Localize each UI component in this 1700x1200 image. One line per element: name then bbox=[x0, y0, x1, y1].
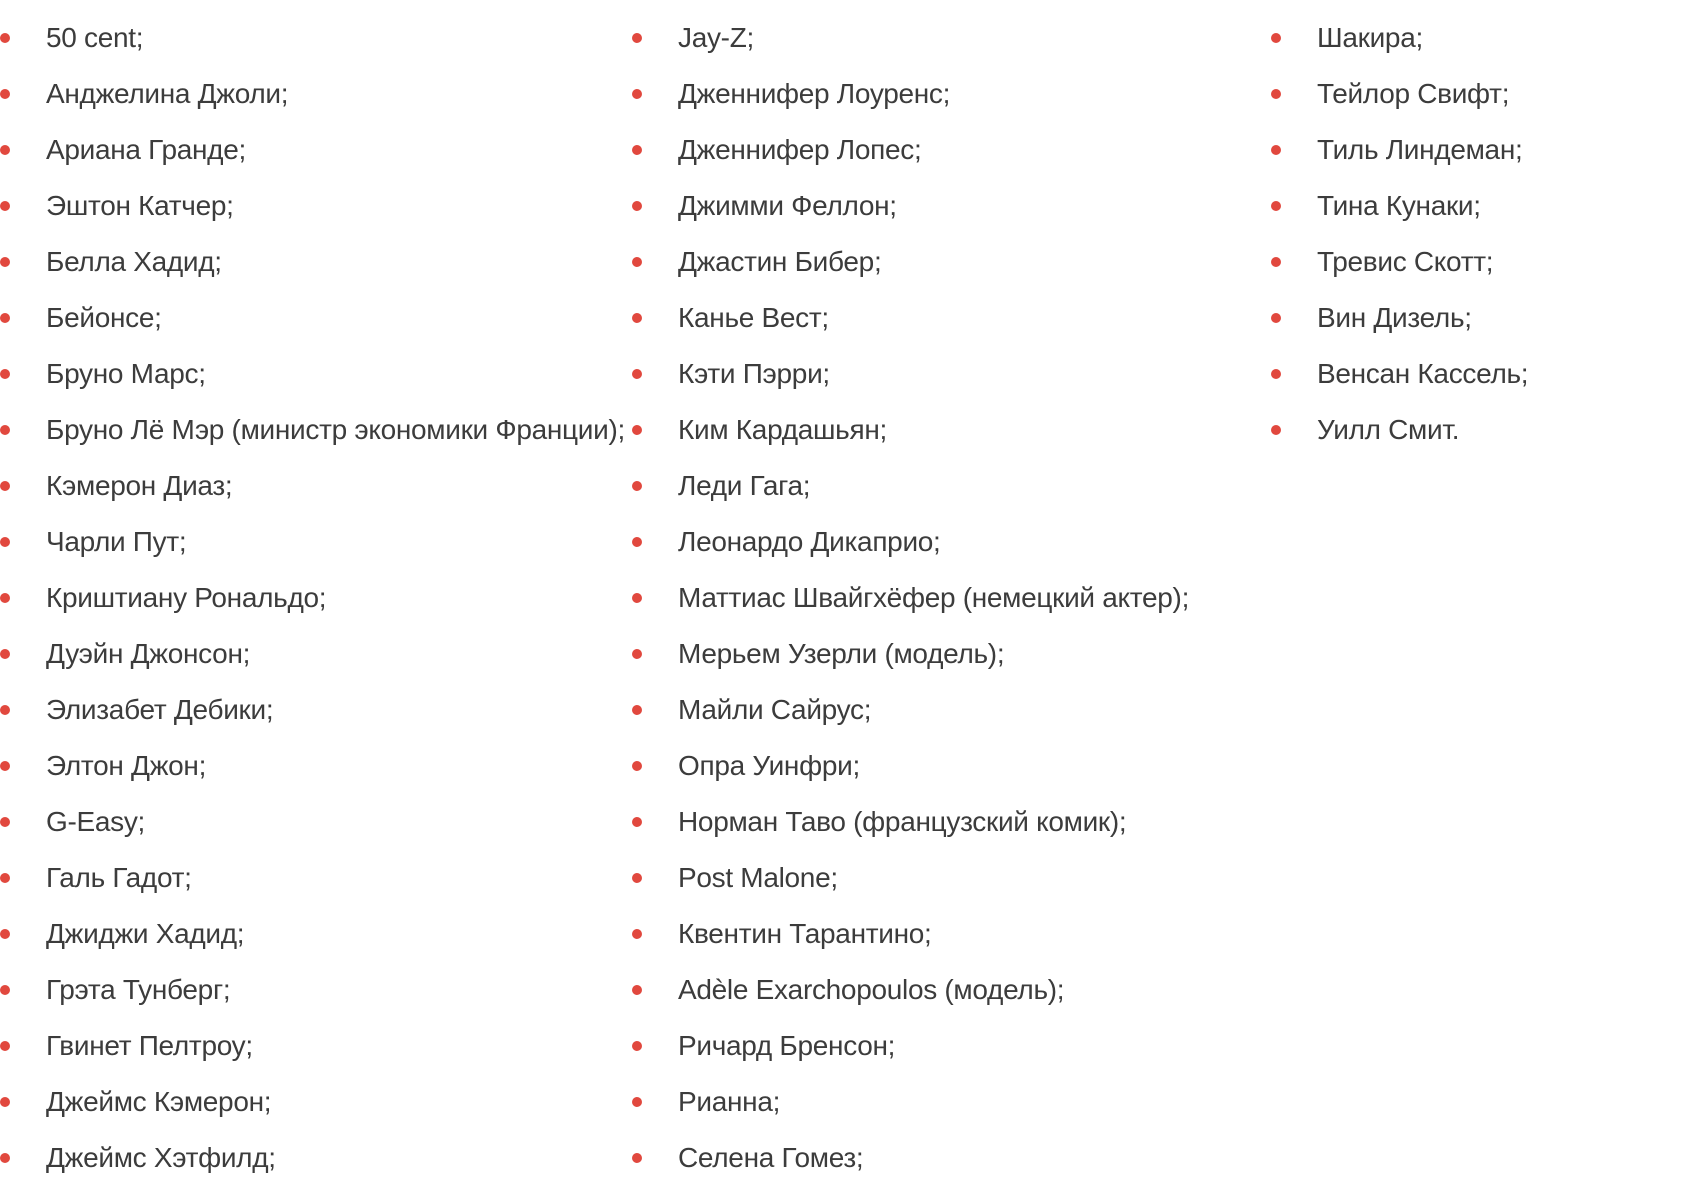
bullet-icon bbox=[632, 313, 642, 323]
list-item-text: Майли Сайрус; bbox=[678, 694, 872, 725]
list-item bbox=[632, 413, 1271, 447]
list-item bbox=[632, 693, 1271, 727]
list-item-text: Элизабет Дебики; bbox=[46, 694, 274, 725]
list-item-text: Джимми Феллон; bbox=[678, 190, 897, 221]
bullet-icon bbox=[632, 929, 642, 939]
bullet-icon bbox=[632, 33, 642, 43]
list-item bbox=[632, 245, 1271, 279]
list-item bbox=[632, 77, 1271, 111]
list-item bbox=[0, 1141, 632, 1175]
list-item bbox=[632, 1141, 1271, 1175]
bullet-icon bbox=[0, 33, 10, 43]
list-item-text: Норман Таво (французский комик); bbox=[678, 806, 1127, 837]
bullet-icon bbox=[632, 1041, 642, 1051]
list-item bbox=[632, 749, 1271, 783]
list-item-text: Jay-Z; bbox=[678, 22, 754, 53]
list-item bbox=[632, 525, 1271, 559]
bullet-icon bbox=[0, 985, 10, 995]
list-item bbox=[0, 189, 632, 223]
bullet-icon bbox=[0, 369, 10, 379]
bullet-icon bbox=[632, 257, 642, 267]
list-item bbox=[1271, 189, 1700, 223]
bullet-icon bbox=[632, 425, 642, 435]
bullet-icon bbox=[1271, 369, 1281, 379]
bullet-icon bbox=[1271, 33, 1281, 43]
list-item-text: Грэта Тунберг; bbox=[46, 974, 231, 1005]
list-item bbox=[0, 637, 632, 671]
list-item bbox=[0, 413, 632, 447]
list-item bbox=[0, 469, 632, 503]
list-item bbox=[0, 861, 632, 895]
list-item-text: Эштон Катчер; bbox=[46, 190, 234, 221]
list-item bbox=[632, 357, 1271, 391]
bullet-icon bbox=[1271, 257, 1281, 267]
list-item bbox=[0, 693, 632, 727]
list-item-text: Ким Кардашьян; bbox=[678, 414, 887, 445]
list-item bbox=[632, 581, 1271, 615]
list-item-text: Рианна; bbox=[678, 1086, 781, 1117]
list-item-text: Джастин Бибер; bbox=[678, 246, 882, 277]
bullet-icon bbox=[632, 537, 642, 547]
list-item-text: Кэмерон Диаз; bbox=[46, 470, 233, 501]
list-item bbox=[632, 1085, 1271, 1119]
bullet-icon bbox=[0, 537, 10, 547]
list-item bbox=[632, 861, 1271, 895]
list-column-3 bbox=[1271, 21, 1700, 1197]
list-item bbox=[632, 189, 1271, 223]
list-item bbox=[1271, 413, 1700, 447]
bullet-icon bbox=[0, 425, 10, 435]
list-item-text: Тейлор Свифт; bbox=[1317, 78, 1510, 109]
list-column-2 bbox=[632, 21, 1271, 1197]
list-item bbox=[632, 1029, 1271, 1063]
bullet-icon bbox=[632, 369, 642, 379]
bullet-icon bbox=[0, 873, 10, 883]
list-item-text: 50 cent; bbox=[46, 22, 144, 53]
list-item-text: Анджелина Джоли; bbox=[46, 78, 289, 109]
list-item-text: Джеймс Хэтфилд; bbox=[46, 1142, 276, 1173]
list-item-text: Бейонсе; bbox=[46, 302, 162, 333]
bullet-icon bbox=[1271, 201, 1281, 211]
list-item-text: Ариана Гранде; bbox=[46, 134, 246, 165]
bullet-icon bbox=[0, 313, 10, 323]
bullet-icon bbox=[0, 1153, 10, 1163]
list-item bbox=[1271, 21, 1700, 55]
bullet-icon bbox=[0, 201, 10, 211]
list-item bbox=[632, 805, 1271, 839]
list-item bbox=[0, 245, 632, 279]
list-item-text: Белла Хадид; bbox=[46, 246, 222, 277]
list-item-text: Джиджи Хадид; bbox=[46, 918, 245, 949]
list-item-text: Уилл Смит. bbox=[1317, 414, 1460, 445]
bullet-icon bbox=[0, 1041, 10, 1051]
list-item-text: Post Malone; bbox=[678, 862, 838, 893]
list-item-text: Квентин Тарантино; bbox=[678, 918, 932, 949]
list-item bbox=[1271, 301, 1700, 335]
list-item-text: Джеймс Кэмерон; bbox=[46, 1086, 272, 1117]
bullet-icon bbox=[632, 593, 642, 603]
list-item bbox=[0, 357, 632, 391]
bullet-icon bbox=[0, 481, 10, 491]
bullet-icon bbox=[0, 761, 10, 771]
list-item-text: Элтон Джон; bbox=[46, 750, 207, 781]
list-item bbox=[0, 805, 632, 839]
list-item-text: Криштиану Рональдо; bbox=[46, 582, 327, 613]
list-item-text: Вин Дизель; bbox=[1317, 302, 1472, 333]
list-item bbox=[632, 637, 1271, 671]
list-item-text: Тревис Скотт; bbox=[1317, 246, 1494, 277]
bullet-icon bbox=[0, 929, 10, 939]
list-item-text: Шакира; bbox=[1317, 22, 1423, 53]
list-item-text: Мерьем Узерли (модель); bbox=[678, 638, 1005, 669]
bullet-icon bbox=[632, 985, 642, 995]
list-item bbox=[1271, 77, 1700, 111]
bullet-icon bbox=[0, 705, 10, 715]
bullet-icon bbox=[1271, 145, 1281, 155]
list-item bbox=[0, 917, 632, 951]
list-item-text: Кэти Пэрри; bbox=[678, 358, 830, 389]
list-item bbox=[0, 749, 632, 783]
bullet-icon bbox=[632, 761, 642, 771]
bullet-icon bbox=[632, 145, 642, 155]
list-item-text: Опра Уинфри; bbox=[678, 750, 860, 781]
list-item-text: Чарли Пут; bbox=[46, 526, 187, 557]
list-item-text: Галь Гадот; bbox=[46, 862, 192, 893]
bullet-icon bbox=[632, 89, 642, 99]
list-item-text: Бруно Лё Мэр (министр экономики Франции); bbox=[46, 414, 625, 445]
list-item bbox=[0, 301, 632, 335]
list-item bbox=[632, 917, 1271, 951]
bullet-icon bbox=[632, 1097, 642, 1107]
list-item bbox=[632, 301, 1271, 335]
list-item-text: Леонардо Дикаприо; bbox=[678, 526, 941, 557]
bullet-icon bbox=[0, 145, 10, 155]
list-item bbox=[1271, 133, 1700, 167]
bullet-icon bbox=[632, 817, 642, 827]
list-item bbox=[0, 1029, 632, 1063]
list-item bbox=[0, 581, 632, 615]
list-item bbox=[0, 21, 632, 55]
bullet-icon bbox=[632, 705, 642, 715]
bullet-icon bbox=[632, 481, 642, 491]
list-item bbox=[1271, 245, 1700, 279]
list-item bbox=[0, 133, 632, 167]
list-item bbox=[0, 1085, 632, 1119]
list-item-text: Дуэйн Джонсон; bbox=[46, 638, 251, 669]
bullet-icon bbox=[1271, 313, 1281, 323]
list-item bbox=[632, 133, 1271, 167]
list-item-text: Ричард Бренсон; bbox=[678, 1030, 896, 1061]
list-item bbox=[1271, 357, 1700, 391]
list-item-text: Adèle Exarchopoulos (модель); bbox=[678, 974, 1065, 1005]
list-item bbox=[0, 973, 632, 1007]
list-column-1 bbox=[0, 21, 632, 1197]
list-item bbox=[632, 973, 1271, 1007]
bullet-icon bbox=[0, 89, 10, 99]
list-item bbox=[0, 77, 632, 111]
list-item bbox=[0, 525, 632, 559]
bullet-icon bbox=[632, 873, 642, 883]
bullet-icon bbox=[0, 649, 10, 659]
list-item-text: Тиль Линдеман; bbox=[1317, 134, 1523, 165]
list-item-text: Дженнифер Лопес; bbox=[678, 134, 922, 165]
list-item-text: Бруно Марс; bbox=[46, 358, 206, 389]
bullet-icon bbox=[632, 649, 642, 659]
list-item bbox=[632, 469, 1271, 503]
bullet-icon bbox=[0, 593, 10, 603]
list-item-text: Леди Гага; bbox=[678, 470, 811, 501]
list-item bbox=[632, 21, 1271, 55]
list-item-text: Дженнифер Лоуренс; bbox=[678, 78, 951, 109]
bullet-icon bbox=[1271, 89, 1281, 99]
bullet-icon bbox=[0, 257, 10, 267]
bullet-icon bbox=[632, 1153, 642, 1163]
list-item-text: Селена Гомез; bbox=[678, 1142, 864, 1173]
list-item-text: Тина Кунаки; bbox=[1317, 190, 1481, 221]
bullet-icon bbox=[1271, 425, 1281, 435]
list-item-text: Канье Вест; bbox=[678, 302, 829, 333]
list-item-text: Гвинет Пелтроу; bbox=[46, 1030, 253, 1061]
list-item-text: Маттиас Швайгхёфер (немецкий актер); bbox=[678, 582, 1190, 613]
bullet-icon bbox=[0, 1097, 10, 1107]
bullet-icon bbox=[632, 201, 642, 211]
list-item-text: G-Easy; bbox=[46, 806, 146, 837]
bullet-icon bbox=[0, 817, 10, 827]
list-item-text: Венсан Кассель; bbox=[1317, 358, 1529, 389]
